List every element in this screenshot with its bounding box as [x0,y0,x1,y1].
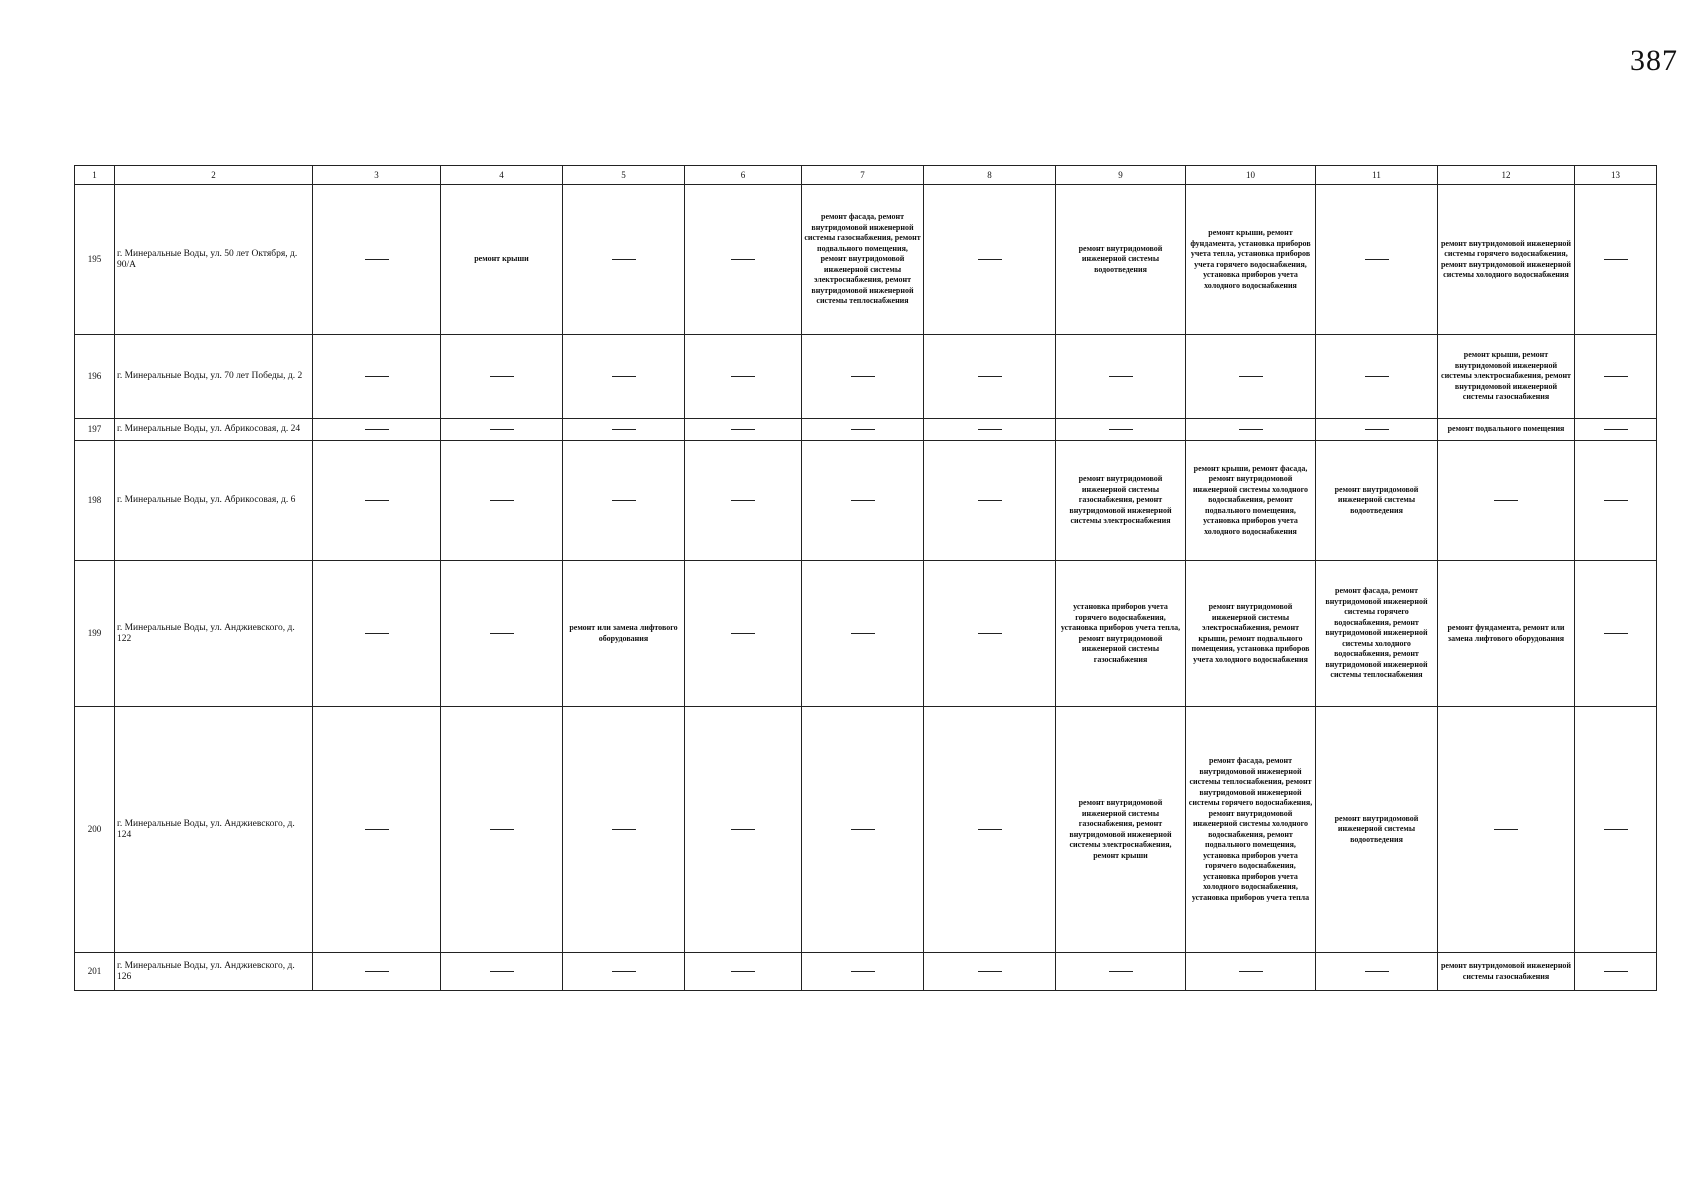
work-cell-col-10: ремонт фасада, ремонт внутридомовой инженерной системы теплоснабжения, ремонт внутридомовой инженерной системы горячего водоснабжения, ремонт внутридомовой инженерной системы холодного водоснабжения, ремонт подвального помещения, установка приборов учета горячего водоснабжения, установка приборов учета холодного водоснабжения, установка приборов учета тепла [1186,707,1316,953]
empty-cell-col-3 [313,561,441,707]
header-row [75,166,1657,185]
column-header-12: 12 [1438,166,1575,185]
dash-mark [1365,376,1389,377]
row-number: 195 [75,185,115,335]
work-cell-col-10: ремонт внутридомовой инженерной системы электроснабжения, ремонт крыши, ремонт подвального помещения, установка приборов учета холодного водоснабжения [1186,561,1316,707]
empty-cell-col-5 [563,419,685,441]
dash-mark [612,259,636,260]
empty-cell-col-10 [1186,419,1316,441]
empty-cell-col-8 [924,185,1056,335]
dash-mark [851,829,875,830]
empty-cell-col-3 [313,335,441,419]
dash-mark [490,500,514,501]
dash-mark [365,633,389,634]
dash-mark [1604,376,1628,377]
empty-cell-col-10 [1186,953,1316,991]
row-number: 200 [75,707,115,953]
dash-mark [612,429,636,430]
column-header-4: 4 [441,166,563,185]
dash-mark [1365,429,1389,430]
dash-mark [978,500,1002,501]
table-row [75,561,1657,707]
empty-cell-col-3 [313,419,441,441]
page-number: 387 [1630,44,1678,77]
dash-mark [612,376,636,377]
dash-mark [1604,633,1628,634]
dash-mark [1109,376,1133,377]
dash-mark [978,429,1002,430]
empty-cell-col-4 [441,953,563,991]
empty-cell-col-5 [563,335,685,419]
row-number: 196 [75,335,115,419]
row-number: 197 [75,419,115,441]
empty-cell-col-8 [924,561,1056,707]
dash-mark [731,500,755,501]
dash-mark [1239,376,1263,377]
dash-mark [731,829,755,830]
dash-mark [365,376,389,377]
address-cell: г. Минеральные Воды, ул. Абрикосовая, д. 6 [115,441,313,561]
dash-mark [978,829,1002,830]
empty-cell-col-9 [1056,419,1186,441]
dash-mark [978,376,1002,377]
dash-mark [731,971,755,972]
empty-cell-col-6 [685,441,802,561]
address-cell: г. Минеральные Воды, ул. Анджиевского, д. 124 [115,707,313,953]
empty-cell-col-5 [563,707,685,953]
table-row [75,185,1657,335]
empty-cell-col-13 [1575,707,1657,953]
dash-mark [1239,429,1263,430]
dash-mark [490,971,514,972]
column-header-10: 10 [1186,166,1316,185]
dash-mark [731,429,755,430]
empty-cell-col-3 [313,441,441,561]
dash-mark [731,259,755,260]
empty-cell-col-3 [313,185,441,335]
empty-cell-col-13 [1575,441,1657,561]
column-header-6: 6 [685,166,802,185]
empty-cell-col-4 [441,441,563,561]
empty-cell-col-6 [685,561,802,707]
dash-mark [851,500,875,501]
dash-mark [365,971,389,972]
column-header-9: 9 [1056,166,1186,185]
dash-mark [1365,971,1389,972]
work-cell-col-5: ремонт или замена лифтового оборудования [563,561,685,707]
empty-cell-col-7 [802,561,924,707]
column-header-1: 1 [75,166,115,185]
column-header-3: 3 [313,166,441,185]
work-cell-col-12: ремонт внутридомовой инженерной системы горячего водоснабжения, ремонт внутридомовой инженерной системы холодного водоснабжения [1438,185,1575,335]
dash-mark [978,259,1002,260]
dash-mark [851,376,875,377]
work-cell-col-9: установка приборов учета горячего водоснабжения, установка приборов учета тепла, ремонт внутридомовой инженерной системы газоснабжения [1056,561,1186,707]
empty-cell-col-7 [802,441,924,561]
empty-cell-col-13 [1575,185,1657,335]
dash-mark [1604,429,1628,430]
dash-mark [490,429,514,430]
address-cell: г. Минеральные Воды, ул. Абрикосовая, д. 24 [115,419,313,441]
row-number: 199 [75,561,115,707]
empty-cell-col-4 [441,561,563,707]
empty-cell-col-11 [1316,419,1438,441]
work-cell-col-7: ремонт фасада, ремонт внутридомовой инженерной системы газоснабжения, ремонт подвального помещения, ремонт внутридомовой инженерной системы электроснабжения, ремонт внутридомовой инженерной системы теплоснабжения [802,185,924,335]
empty-cell-col-7 [802,335,924,419]
column-header-13: 13 [1575,166,1657,185]
empty-cell-col-6 [685,707,802,953]
dash-mark [851,971,875,972]
work-cell-col-4: ремонт крыши [441,185,563,335]
dash-mark [612,500,636,501]
work-cell-col-11: ремонт фасада, ремонт внутридомовой инженерной системы горячего водоснабжения, ремонт внутридомовой инженерной системы холодного водоснабжения, ремонт внутридомовой инженерной системы теплоснабжения [1316,561,1438,707]
dash-mark [490,376,514,377]
empty-cell-col-8 [924,441,1056,561]
dash-mark [1239,971,1263,972]
empty-cell-col-7 [802,419,924,441]
empty-cell-col-5 [563,953,685,991]
dash-mark [851,429,875,430]
empty-cell-col-5 [563,185,685,335]
dash-mark [1109,429,1133,430]
dash-mark [1494,829,1518,830]
dash-mark [490,829,514,830]
empty-cell-col-8 [924,953,1056,991]
empty-cell-col-12 [1438,707,1575,953]
dash-mark [1494,500,1518,501]
work-cell-col-9: ремонт внутридомовой инженерной системы газоснабжения, ремонт внутридомовой инженерной системы электроснабжения, ремонт крыши [1056,707,1186,953]
works-table [74,165,1657,991]
work-cell-col-9: ремонт внутридомовой инженерной системы водоотведения [1056,185,1186,335]
dash-mark [612,971,636,972]
empty-cell-col-4 [441,335,563,419]
dash-mark [1604,829,1628,830]
row-number: 201 [75,953,115,991]
work-cell-col-9: ремонт внутридомовой инженерной системы газоснабжения, ремонт внутридомовой инженерной системы электроснабжения [1056,441,1186,561]
work-cell-col-12: ремонт крыши, ремонт внутридомовой инженерной системы электроснабжения, ремонт внутридомовой инженерной системы газоснабжения [1438,335,1575,419]
dash-mark [365,829,389,830]
dash-mark [1604,259,1628,260]
dash-mark [978,633,1002,634]
empty-cell-col-3 [313,707,441,953]
empty-cell-col-7 [802,953,924,991]
empty-cell-col-13 [1575,561,1657,707]
column-header-5: 5 [563,166,685,185]
dash-mark [365,500,389,501]
empty-cell-col-13 [1575,953,1657,991]
empty-cell-col-5 [563,441,685,561]
dash-mark [365,429,389,430]
dash-mark [1604,500,1628,501]
empty-cell-col-12 [1438,441,1575,561]
dash-mark [731,633,755,634]
dash-mark [731,376,755,377]
empty-cell-col-8 [924,335,1056,419]
dash-mark [612,829,636,830]
dash-mark [490,633,514,634]
dash-mark [851,633,875,634]
empty-cell-col-13 [1575,335,1657,419]
empty-cell-col-7 [802,707,924,953]
address-cell: г. Минеральные Воды, ул. Анджиевского, д. 122 [115,561,313,707]
table-row [75,335,1657,419]
column-header-11: 11 [1316,166,1438,185]
empty-cell-col-4 [441,419,563,441]
empty-cell-col-11 [1316,953,1438,991]
works-table-container [74,165,1656,991]
empty-cell-col-9 [1056,335,1186,419]
empty-cell-col-8 [924,419,1056,441]
address-cell: г. Минеральные Воды, ул. Анджиевского, д. 126 [115,953,313,991]
row-number: 198 [75,441,115,561]
dash-mark [1604,971,1628,972]
empty-cell-col-3 [313,953,441,991]
table-row [75,419,1657,441]
table-row [75,441,1657,561]
work-cell-col-11: ремонт внутридомовой инженерной системы водоотведения [1316,707,1438,953]
empty-cell-col-10 [1186,335,1316,419]
empty-cell-col-11 [1316,335,1438,419]
empty-cell-col-6 [685,335,802,419]
table-row [75,707,1657,953]
dash-mark [365,259,389,260]
work-cell-col-10: ремонт крыши, ремонт фасада, ремонт внутридомовой инженерной системы холодного водоснабжения, ремонт подвального помещения, установка приборов учета холодного водоснабжения [1186,441,1316,561]
table-row [75,953,1657,991]
work-cell-col-10: ремонт крыши, ремонт фундамента, установка приборов учета тепла, установка приборов учета горячего водоснабжения, установка приборов учета холодного водоснабжения [1186,185,1316,335]
empty-cell-col-8 [924,707,1056,953]
empty-cell-col-6 [685,185,802,335]
work-cell-col-11: ремонт внутридомовой инженерной системы водоотведения [1316,441,1438,561]
empty-cell-col-4 [441,707,563,953]
empty-cell-col-11 [1316,185,1438,335]
empty-cell-col-6 [685,953,802,991]
table-body [75,185,1657,991]
dash-mark [1109,971,1133,972]
dash-mark [1365,259,1389,260]
work-cell-col-12: ремонт внутридомовой инженерной системы газоснабжения [1438,953,1575,991]
empty-cell-col-13 [1575,419,1657,441]
column-header-2: 2 [115,166,313,185]
empty-cell-col-6 [685,419,802,441]
address-cell: г. Минеральные Воды, ул. 70 лет Победы, д. 2 [115,335,313,419]
work-cell-col-12: ремонт подвального помещения [1438,419,1575,441]
address-cell: г. Минеральные Воды, ул. 50 лет Октября, д. 90/А [115,185,313,335]
column-header-7: 7 [802,166,924,185]
work-cell-col-12: ремонт фундамента, ремонт или замена лифтового оборудования [1438,561,1575,707]
empty-cell-col-9 [1056,953,1186,991]
dash-mark [978,971,1002,972]
column-header-8: 8 [924,166,1056,185]
